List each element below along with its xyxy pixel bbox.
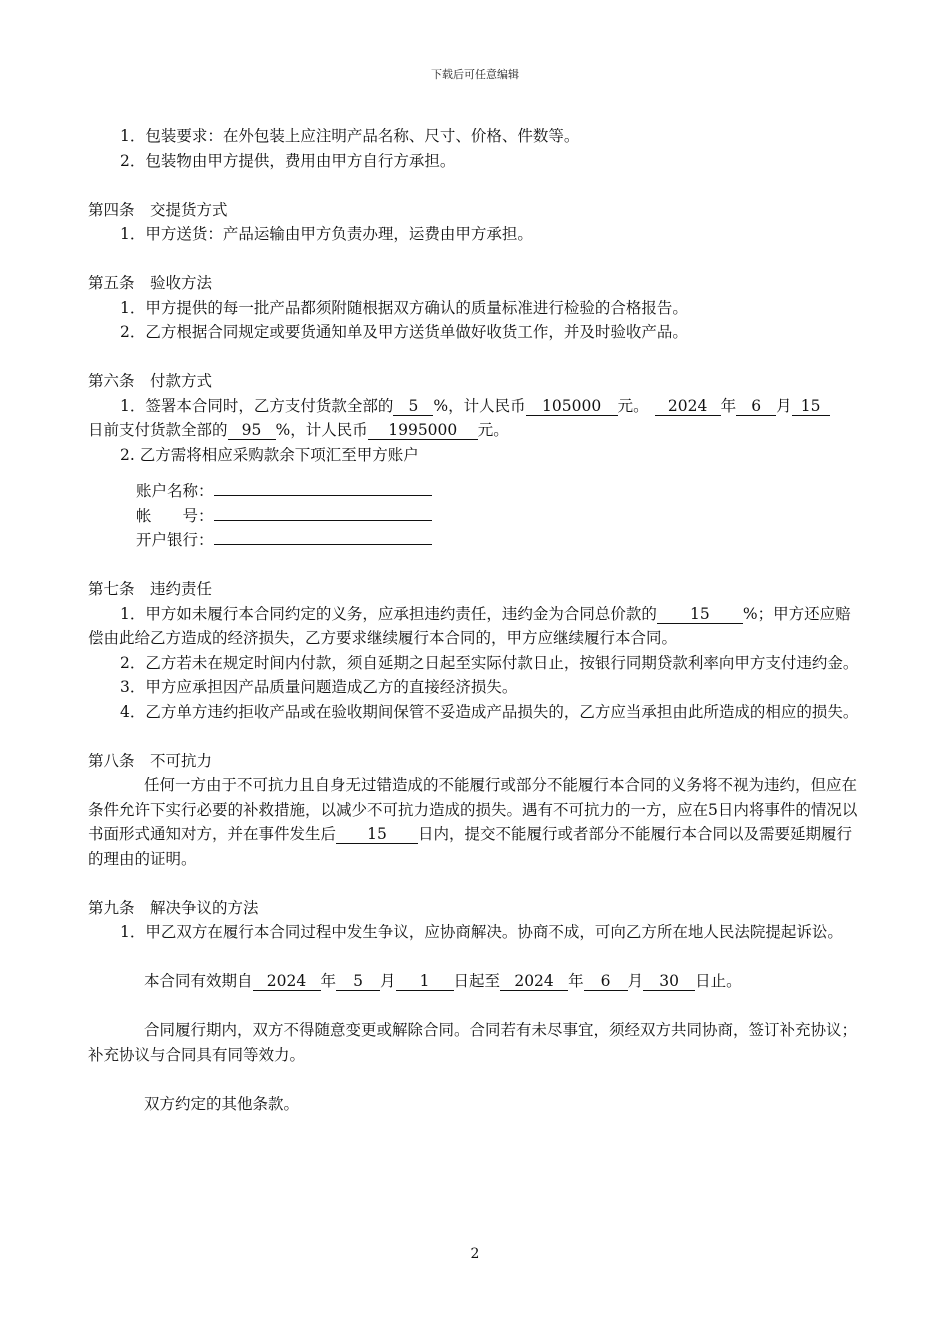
valid-to-month: 6 [584,972,628,991]
art6-title: 第六条 付款方式 [88,372,213,390]
other-terms: 双方约定的其他条款。 [144,1094,300,1113]
art7-item-3: 3．甲方应承担因产品质量问题造成乙方的直接经济损失。 [120,678,518,696]
art9-title: 第九条 解决争议的方法 [88,898,259,917]
art8-title: 第八条 不可抗力 [88,751,213,770]
pay-amount-rest: 1995000 [368,421,478,440]
art4-item-1: 1．甲方送货：产品运输由甲方负责办理，运费由甲方承担。 [120,225,533,243]
validity-period: 本合同有效期自 2024 年 5 月 1 日起至 2024 年 6 月 30 日止。 [144,972,742,990]
account-bank-row: 开户银行： [88,528,863,553]
account-number-blank [214,506,432,521]
art7-title: 第七条 违约责任 [88,580,213,598]
art3-item-2: 2．包装物由甲方提供，费用由甲方自行方承担。 [120,151,456,170]
valid-from-day: 1 [396,972,454,991]
account-number-row: 帐 号： [88,504,863,529]
page-number: 2 [470,1246,480,1262]
art5-item-2: 2．乙方根据合同规定或要货通知单及甲方送货单做好收货工作，并及时验收产品。 [120,323,688,341]
art7-item-2: 2．乙方若未在规定时间内付款，须自延期之日起至实际付款日止，按银行同期贷款利率向甲方支付违约金。 [120,653,859,672]
pay-percent-first: 5 [393,397,433,416]
pay-percent-rest: 95 [228,421,276,440]
pay-due-day: 15 [792,397,830,416]
art3-item-1: 1．包装要求：在外包装上应注明产品名称、尺寸、价格、件数等。 [120,127,580,145]
art6-item-2: 2. 乙方需将相应采购款余下项汇至甲方账户 [120,445,419,464]
valid-from-year: 2024 [253,972,321,991]
art7-item-1: 1．甲方如未履行本合同约定的义务，应承担违约责任，违约金为合同总价款的 15 %；甲方还应赔偿由此给乙方造成的经济损失，乙方要求继续履行本合同的，甲方应继续履行本合同。 [88,604,851,647]
notice-days: 15 [336,825,418,844]
valid-from-month: 5 [336,972,380,991]
art5-item-1: 1．甲方提供的每一批产品都须附随根据双方确认的质量标准进行检验的合格报告。 [120,298,688,317]
pay-due-year: 2024 [655,397,721,416]
art6-item-1-line1: 1．签署本合同时，乙方支付货款全部的 5 %，计人民币 105000 元。 2024 年 6 月 15 [88,394,863,419]
penalty-percent: 15 [657,605,743,624]
art7-item-4: 4．乙方单方违约拒收产品或在验收期间保管不妥造成产品损失的，乙方应当承担由此所造成的相应的损失。 [120,702,859,721]
valid-to-day: 30 [643,972,695,991]
page-header: 下载后可任意编辑 [431,68,519,81]
art6-item-1-line2: 日前支付货款全部的 95 %，计人民币 1995000 元。 [88,421,509,439]
art8-paragraph: 任何一方由于不可抗力且自身无过错造成的不能履行或部分不能履行本合同的义务将不视为违约，但应在条件允许下实行必要的补救措施，以减少不可抗力造成的损失。遇有不可抗力的一方，应在5日内将事件的情况以书面形式通知对方，并在事件发生后 15 日内，提交不能履行或者部分不能履行本合同以及需要延期履行的理由的证明。 [88,776,858,868]
valid-to-year: 2024 [500,972,568,991]
art4-title: 第四条 交提货方式 [88,200,228,219]
art9-item-1: 1．甲乙双方在履行本合同过程中发生争议，应协商解决。协商不成，可向乙方所在地人民法院提起诉讼。 [120,923,843,941]
pay-due-month: 6 [736,397,776,416]
modification-clause: 合同履行期内，双方不得随意变更或解除合同。合同若有未尽事宜，须经双方共同协商，签订补充协议；补充协议与合同具有同等效力。 [88,1021,858,1064]
account-name-blank [214,481,432,496]
account-bank-blank [214,530,432,545]
art5-title: 第五条 验收方法 [88,274,213,292]
contract-body [88,124,863,1116]
account-name-row: 账户名称： [88,479,863,504]
pay-amount-first: 105000 [526,397,618,416]
